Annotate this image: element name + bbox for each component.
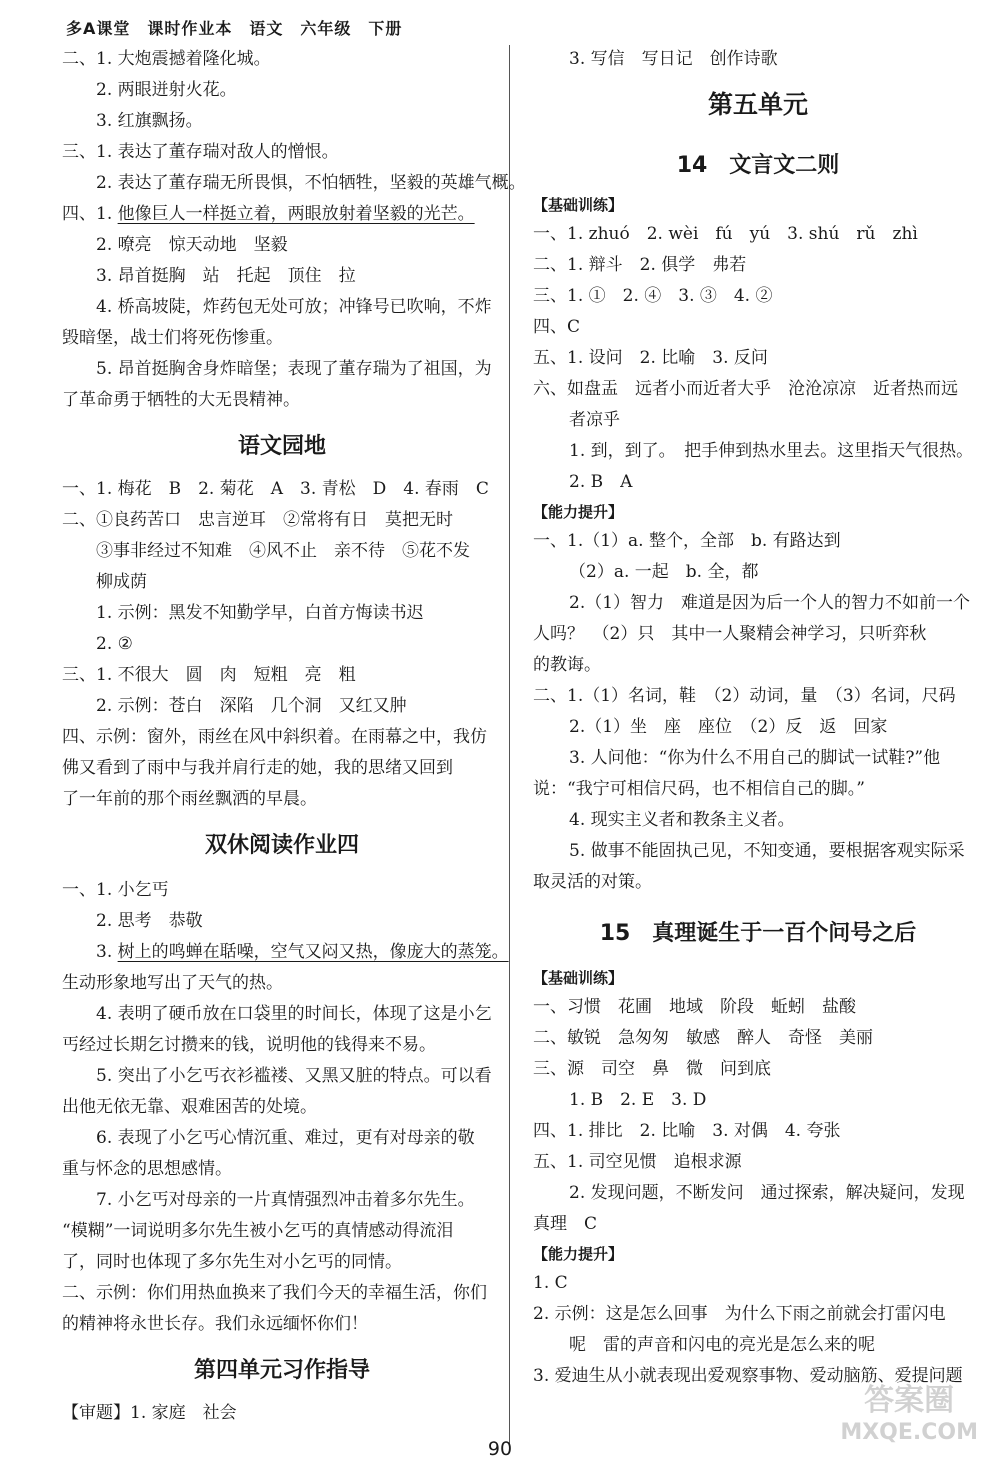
answer-line: 一、1. 小乞丐	[62, 880, 169, 900]
watermark-text: 答案圈	[864, 1383, 955, 1418]
answer-line: 二、1.（1）名词，鞋 （2）动词，量 （3）名词，尺码	[533, 686, 956, 706]
answer-line: 出他无依无靠、艰难困苦的处境。	[62, 1097, 317, 1117]
answer-line: 2.（1）坐 座 座位 （2）反 返 回家	[569, 717, 888, 737]
answer-line: 二、敏锐 急匆匆 敏感 醉人 奇怪 美丽	[533, 1028, 873, 1048]
answer-line: 5. 突出了小乞丐衣衫褴褛、又黑又脏的特点。可以看	[96, 1066, 492, 1086]
answer-line: 7. 小乞丐对母亲的一片真情强烈冲击着多尔先生。	[96, 1190, 475, 1210]
lesson-title: 15 真理诞生于一百个问号之后	[599, 921, 917, 946]
answer-line: 二、1. 辩斗 2. 俱学 弗若	[533, 255, 747, 275]
answer-line: 人吗？ （2）只 其中一人聚精会神学习，只听弈秋	[533, 624, 927, 644]
section-label: 【能力提升】	[533, 1245, 624, 1263]
underlined-answer: 树上的鸣蝉在聒噪，空气又闷又热，像庞大的蒸笼。	[117, 942, 509, 962]
unit-title: 第五单元	[707, 90, 808, 119]
answer-line: 呢 雷的声音和闪电的亮光是怎么来的呢	[569, 1335, 875, 1355]
answer-line: 六、如盘盂 远者小而近者大乎 沧沧凉凉 近者热而远	[533, 379, 958, 399]
answer-line: 的精神将永世长存。我们永远缅怀你们！	[62, 1314, 368, 1334]
answer-line: 一、1. zhuó 2. wèi fú yú 3. shú rǔ zhì	[533, 224, 918, 244]
answer-line: 二、①良药苦口 忠言逆耳 ②常将有日 莫把无时	[62, 510, 453, 530]
answer-line: 2. 示例：这是怎么回事 为什么下雨之前就会打雷闪电	[533, 1304, 946, 1324]
answer-line: 5. 昂首挺胸舍身炸暗堡；表现了董存瑞为了祖国，为	[96, 359, 492, 379]
answer-line: 一、1. 梅花 B 2. 菊花 A 3. 青松 D 4. 春雨 C	[62, 479, 489, 499]
answer-line: 说：“我宁可相信尺码，也不相信自己的脚。”	[533, 779, 865, 799]
answer-line: 生动形象地写出了天气的热。	[62, 973, 283, 993]
answer-line: 的教诲。	[533, 655, 601, 675]
answer-line: “模糊”一词说明多尔先生被小乞丐的真情感动得流泪	[62, 1221, 454, 1241]
answer-line: 四、示例：窗外，雨丝在风中斜织着。在雨幕之中，我仿	[62, 727, 487, 747]
answer-line: 3. 昂首挺胸 站 托起 顶住 拉	[96, 266, 356, 286]
section-title: 双休阅读作业四	[204, 833, 359, 858]
answer-line: ③事非经过不知难 ④风不止 亲不待 ⑤花不发	[96, 541, 470, 561]
answer-line: 3. 红旗飘扬。	[96, 111, 203, 131]
answer-line: 取灵活的对策。	[533, 872, 652, 892]
answer-line: 一、1.（1）a. 整个，全部 b. 有路达到	[533, 531, 841, 551]
watermark-url: MXQE.COM	[840, 1420, 978, 1445]
answer-line: 1. 到，到了。 把手伸到热水里去。这里指天气很热。	[569, 441, 974, 461]
answer-line: 三、源 司空 鼻 微 问到底	[533, 1059, 771, 1079]
answer-line: 2. 两眼迸射火花。	[96, 80, 237, 100]
answer-line: 者凉乎	[569, 410, 620, 430]
answer-line: 佛又看到了雨中与我并肩行走的她，我的思绪又回到	[62, 758, 453, 778]
answer-prefix: 3.	[96, 942, 118, 962]
answer-line: 二、1. 大炮震撼着隆化城。	[62, 49, 271, 69]
answer-line	[62, 937, 509, 968]
answer-line: 一、习惯 花圃 地域 阶段 蚯蚓 盐酸	[533, 997, 856, 1017]
underlined-answer: 他像巨人一样挺立着，两眼放射着坚毅的光芒。	[117, 204, 475, 224]
answer-line: 1. B 2. E 3. D	[569, 1090, 707, 1110]
answer-line: 2. 表达了董存瑞无所畏惧，不怕牺牲，坚毅的英雄气概。	[96, 173, 526, 193]
page-number: 90	[487, 1438, 513, 1460]
answer-line: 3. 人问他：“你为什么不用自己的脚试一试鞋?”他	[569, 748, 941, 768]
answer-line: 三、1. ① 2. ④ 3. ③ 4. ②	[533, 286, 773, 306]
answer-line: 2. 发现问题，不断发问 通过探索，解决疑问，发现	[569, 1183, 965, 1203]
answer-line: 4. 现实主义者和教条主义者。	[569, 810, 795, 830]
answer-line: 柳成荫	[96, 572, 147, 592]
section-title: 第四单元习作指导	[193, 1358, 370, 1383]
answer-line: 二、示例：你们用热血换来了我们今天的幸福生活，你们	[62, 1283, 487, 1303]
answer-line: 3. 写信 写日记 创作诗歌	[569, 49, 778, 69]
answer-line: 毁暗堡，战士们将死伤惨重。	[62, 328, 283, 348]
answer-line: 1. C	[533, 1273, 568, 1293]
answer-line: 真理 C	[533, 1214, 598, 1234]
answer-line: 三、1. 不很大 圆 肉 短粗 亮 粗	[62, 665, 356, 685]
right-column	[533, 44, 983, 1392]
answer-prefix: 四、1.	[62, 204, 118, 224]
answer-line: 3. 爱迪生从小就表现出爱观察事物、爱动脑筋、爱提问题	[533, 1366, 963, 1386]
answer-line: 6. 表现了小乞丐心情沉重、难过，更有对母亲的敬	[96, 1128, 475, 1148]
answer-line: 四、C	[533, 317, 581, 337]
answer-line: 三、1. 表达了董存瑞对敌人的憎恨。	[62, 142, 339, 162]
column-divider	[509, 45, 510, 1450]
watermark-logo	[840, 1385, 978, 1449]
lesson-title: 14 文言文二则	[676, 153, 840, 178]
answer-line: 2.（1）智力 难道是因为后一个人的智力不如前一个	[569, 593, 971, 613]
answer-line: 了一年前的那个雨丝飘洒的早晨。	[62, 789, 317, 809]
answer-line: 丐经过长期乞讨攒来的钱，说明他的钱得来不易。	[62, 1035, 436, 1055]
answer-line: 5. 做事不能固执己见，不知变通，要根据客观实际采	[569, 841, 965, 861]
answer-line: 4. 表明了硬币放在口袋里的时间长，体现了这是小乞	[96, 1004, 492, 1024]
section-label: 【基础训练】	[533, 196, 624, 214]
answer-line: 【审题】1. 家庭 社会	[62, 1403, 237, 1423]
page-header: 多A课堂 课时作业本 语文 六年级 下册	[66, 19, 403, 38]
answer-line: 四、1. 排比 2. 比喻 3. 对偶 4. 夸张	[533, 1121, 841, 1141]
answer-line: 了革命勇于牺牲的大无畏精神。	[62, 390, 300, 410]
answer-line: 2. 示例：苍白 深陷 几个洞 又红又肿	[96, 696, 407, 716]
answer-line: 4. 桥高坡陡，炸药包无处可放；冲锋号已吹响，不炸	[96, 297, 492, 317]
answer-line: 五、1. 司空见惯 追根求源	[533, 1152, 742, 1172]
answer-line: 重与怀念的思想感情。	[62, 1159, 232, 1179]
answer-line: 2. B A	[569, 472, 633, 492]
section-label: 【能力提升】	[533, 503, 624, 521]
answer-line	[62, 199, 502, 230]
section-title: 语文园地	[237, 434, 326, 459]
answer-line: 了，同时也体现了多尔先生对小乞丐的同情。	[62, 1252, 402, 1272]
answer-line: 1. 示例：黑发不知勤学早，白首方悔读书迟	[96, 603, 424, 623]
answer-line: 五、1. 设问 2. 比喻 3. 反问	[533, 348, 768, 368]
left-column	[62, 44, 526, 1429]
answer-line: 2. ②	[96, 634, 133, 654]
section-label: 【基础训练】	[533, 969, 624, 987]
answer-line: 2. 思考 恭敬	[96, 911, 203, 931]
answer-line: 2. 嘹亮 惊天动地 坚毅	[96, 235, 288, 255]
answer-line: （2）a. 一起 b. 全，都	[569, 562, 759, 582]
